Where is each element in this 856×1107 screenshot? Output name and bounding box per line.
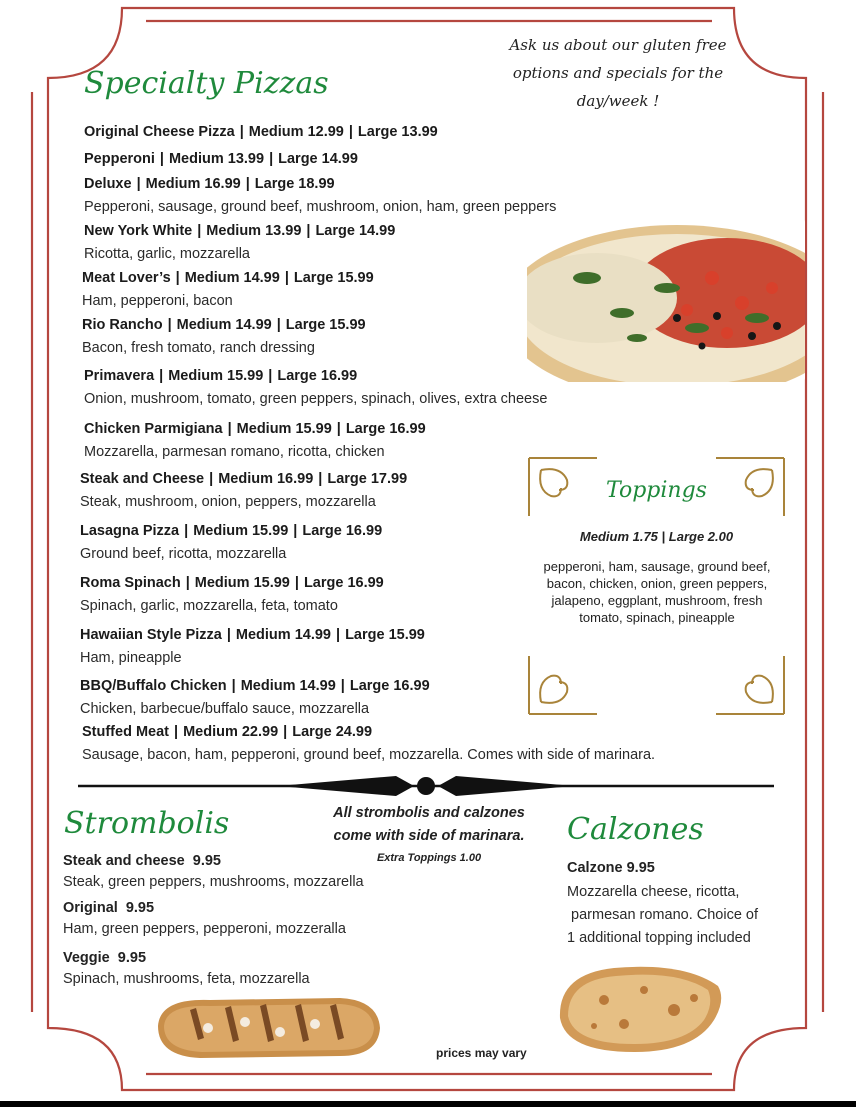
pizza-name: Deluxe bbox=[84, 176, 132, 192]
pizza-name: New York White bbox=[84, 223, 193, 239]
stromboli-name: Steak and cheese 9.95 bbox=[63, 853, 221, 869]
gluten-free-note bbox=[488, 31, 748, 115]
pizza-item bbox=[80, 521, 382, 564]
pizza-description: Mozzarella, parmesan romano, ricotta, chicken bbox=[84, 444, 385, 460]
price-separator: | bbox=[209, 471, 214, 487]
pizza-description: Spinach, garlic, mozzarella, feta, tomato bbox=[80, 598, 338, 614]
price-separator: | bbox=[226, 627, 231, 643]
pizza-large-price: Large 16.99 bbox=[303, 575, 384, 591]
calzone-desc-2: parmesan romano. Choice of bbox=[567, 907, 759, 923]
pizza-medium-price: Medium 13.99 bbox=[168, 151, 265, 167]
pizza-description: Pepperoni, sausage, ground beef, mushroom, onion, ham, green peppers bbox=[84, 199, 557, 215]
price-separator: | bbox=[294, 575, 299, 591]
pizza-medium-price: Medium 15.99 bbox=[193, 523, 289, 539]
specialty-pizzas-title: Specialty Pizzas bbox=[84, 66, 329, 101]
stromboli-item bbox=[63, 948, 310, 990]
pizza-item bbox=[84, 122, 438, 142]
stromboli-name: Veggie 9.95 bbox=[63, 950, 147, 966]
price-separator: | bbox=[239, 124, 244, 140]
pizza-medium-price: Medium 14.99 bbox=[235, 627, 331, 643]
price-separator: | bbox=[174, 724, 179, 740]
price-separator: | bbox=[245, 176, 250, 192]
calzone-name: Calzone 9.95 bbox=[567, 860, 655, 876]
price-separator: | bbox=[227, 421, 232, 437]
pizza-large-price: Large 17.99 bbox=[327, 471, 408, 487]
pizza-item bbox=[84, 221, 395, 264]
pizza-item-title bbox=[84, 174, 556, 194]
pizza-item-title bbox=[80, 573, 384, 593]
pizza-description: Onion, mushroom, tomato, green peppers, spinach, olives, extra cheese bbox=[84, 391, 548, 407]
pizza-large-price: Large 24.99 bbox=[292, 724, 373, 740]
stromboli-description: Ham, green peppers, pepperoni, mozzeralla bbox=[63, 921, 346, 937]
pizza-item bbox=[84, 149, 358, 169]
pizza-item-title bbox=[84, 366, 547, 386]
pizza-item bbox=[80, 469, 407, 512]
pizza-item bbox=[84, 366, 547, 409]
price-separator: | bbox=[167, 317, 172, 333]
pizza-medium-price: Medium 16.99 bbox=[218, 471, 314, 487]
stromboli-name: Original 9.95 bbox=[63, 900, 155, 916]
extra-toppings-price: Extra Toppings 1.00 bbox=[376, 852, 482, 864]
pizza-item bbox=[82, 268, 374, 311]
price-separator: | bbox=[336, 627, 341, 643]
pizza-medium-price: Medium 15.99 bbox=[168, 368, 264, 384]
calzone-item bbox=[567, 858, 807, 950]
pizza-item bbox=[80, 676, 430, 719]
prices-may-vary-note: prices may vary bbox=[436, 1046, 527, 1060]
pizza-item bbox=[84, 174, 556, 217]
pizza-medium-price: Medium 22.99 bbox=[183, 724, 279, 740]
note-line-3: day/week ! bbox=[576, 92, 660, 110]
note-line-2: options and specials for the bbox=[512, 64, 724, 82]
pizza-item-title bbox=[82, 268, 374, 288]
pizza-large-price: Large 18.99 bbox=[254, 176, 335, 192]
price-separator: | bbox=[197, 223, 202, 239]
price-separator: | bbox=[136, 176, 141, 192]
pizza-large-price: Large 16.99 bbox=[277, 368, 358, 384]
pizza-name: Original Cheese Pizza bbox=[84, 124, 235, 140]
price-separator: | bbox=[159, 368, 164, 384]
pizza-item-title bbox=[84, 419, 426, 439]
pizza-item-title bbox=[84, 149, 358, 169]
price-separator: | bbox=[336, 421, 341, 437]
marinara-note bbox=[306, 802, 552, 848]
pizza-large-price: Large 15.99 bbox=[285, 317, 366, 333]
calzone-desc-1: Mozzarella cheese, ricotta, bbox=[567, 884, 740, 900]
pizza-large-price: Large 16.99 bbox=[302, 523, 383, 539]
pizza-description: Steak, mushroom, onion, peppers, mozzarella bbox=[80, 494, 376, 510]
pizza-medium-price: Medium 12.99 bbox=[248, 124, 344, 140]
pizza-item bbox=[82, 315, 366, 358]
pizza-description: Ricotta, garlic, mozzarella bbox=[84, 246, 250, 262]
pizza-item bbox=[82, 722, 655, 765]
price-separator: | bbox=[318, 471, 323, 487]
note-line-1: Ask us about our gluten free bbox=[509, 36, 727, 54]
pizza-name: Hawaiian Style Pizza bbox=[80, 627, 222, 643]
pizza-medium-price: Medium 16.99 bbox=[145, 176, 241, 192]
pizza-large-price: Large 16.99 bbox=[345, 421, 426, 437]
toppings-price: Medium 1.75 | Large 2.00 bbox=[579, 529, 734, 544]
section-divider bbox=[78, 772, 774, 800]
pizza-name: Lasagna Pizza bbox=[80, 523, 180, 539]
price-separator: | bbox=[284, 270, 289, 286]
pizza-name: BBQ/Buffalo Chicken bbox=[80, 678, 227, 694]
price-separator: | bbox=[283, 724, 288, 740]
pizza-item-title bbox=[82, 722, 655, 742]
pizza-large-price: Large 14.99 bbox=[278, 151, 358, 167]
pizza-description: Ham, pineapple bbox=[80, 650, 182, 666]
pizza-description: Ham, pepperoni, bacon bbox=[82, 293, 233, 309]
pizza-name: Chicken Parmigiana bbox=[84, 421, 223, 437]
toppings-list: pepperoni, ham, sausage, ground beef, bacon, chicken, onion, green peppers, jalapeno, eggplant, mushroom, fresh tomato, spinach, pineapple bbox=[543, 559, 771, 625]
pizza-photo bbox=[527, 218, 805, 382]
price-separator: | bbox=[268, 368, 273, 384]
price-separator: | bbox=[159, 151, 164, 167]
stromboli-description: Steak, green peppers, mushrooms, mozzarella bbox=[63, 874, 364, 890]
price-separator: | bbox=[175, 270, 180, 286]
pizza-medium-price: Medium 14.99 bbox=[176, 317, 272, 333]
marinara-note-line-1: All strombolis and calzones bbox=[333, 805, 525, 821]
stromboli-photo bbox=[150, 992, 384, 1062]
pizza-medium-price: Medium 14.99 bbox=[184, 270, 280, 286]
stromboli-description: Spinach, mushrooms, feta, mozzarella bbox=[63, 971, 310, 987]
price-separator: | bbox=[306, 223, 311, 239]
bottom-bar bbox=[0, 1101, 856, 1107]
pizza-large-price: Large 14.99 bbox=[315, 223, 396, 239]
pizza-name: Roma Spinach bbox=[80, 575, 181, 591]
pizza-name: Primavera bbox=[84, 368, 155, 384]
pizza-item-title bbox=[80, 676, 430, 696]
pizza-item bbox=[80, 573, 384, 616]
price-separator: | bbox=[269, 151, 274, 167]
pizza-item-title bbox=[80, 469, 407, 489]
pizza-name: Steak and Cheese bbox=[80, 471, 205, 487]
pizza-large-price: Large 13.99 bbox=[357, 124, 438, 140]
pizza-description: Bacon, fresh tomato, ranch dressing bbox=[82, 340, 315, 356]
calzone-desc-3: 1 additional topping included bbox=[567, 930, 751, 946]
pizza-item bbox=[84, 419, 426, 462]
price-separator: | bbox=[184, 523, 189, 539]
pizza-medium-price: Medium 15.99 bbox=[236, 421, 332, 437]
calzone-photo bbox=[554, 960, 726, 1058]
pizza-description: Sausage, bacon, ham, pepperoni, ground beef, mozzarella. Comes with side of marinara. bbox=[82, 747, 656, 763]
pizza-name: Rio Rancho bbox=[82, 317, 163, 333]
pizza-item bbox=[80, 625, 425, 668]
strombolis-title: Strombolis bbox=[64, 806, 230, 841]
pizza-description: Chicken, barbecue/buffalo sauce, mozzarella bbox=[80, 701, 370, 717]
price-separator: | bbox=[185, 575, 190, 591]
pizza-medium-price: Medium 13.99 bbox=[206, 223, 302, 239]
price-separator: | bbox=[340, 678, 345, 694]
marinara-note-line-2: come with side of marinara. bbox=[333, 828, 525, 844]
price-separator: | bbox=[276, 317, 281, 333]
pizza-item-title bbox=[82, 315, 366, 335]
price-separator: | bbox=[348, 124, 353, 140]
price-separator: | bbox=[231, 678, 236, 694]
price-separator: | bbox=[293, 523, 298, 539]
pizza-name: Pepperoni bbox=[84, 151, 155, 167]
pizza-description: Ground beef, ricotta, mozzarella bbox=[80, 546, 287, 562]
pizza-medium-price: Medium 15.99 bbox=[194, 575, 290, 591]
pizza-item-title bbox=[84, 221, 395, 241]
toppings-title: Toppings bbox=[606, 478, 707, 503]
pizza-item-title bbox=[84, 122, 438, 142]
pizza-item-title bbox=[80, 521, 382, 541]
pizza-large-price: Large 16.99 bbox=[349, 678, 430, 694]
pizza-large-price: Large 15.99 bbox=[293, 270, 374, 286]
calzones-title: Calzones bbox=[567, 812, 704, 847]
pizza-large-price: Large 15.99 bbox=[345, 627, 425, 643]
stromboli-item bbox=[63, 898, 346, 940]
pizza-medium-price: Medium 14.99 bbox=[240, 678, 336, 694]
pizza-item-title bbox=[80, 625, 425, 645]
pizza-name: Stuffed Meat bbox=[82, 724, 169, 740]
pizza-name: Meat Lover’s bbox=[82, 270, 171, 286]
